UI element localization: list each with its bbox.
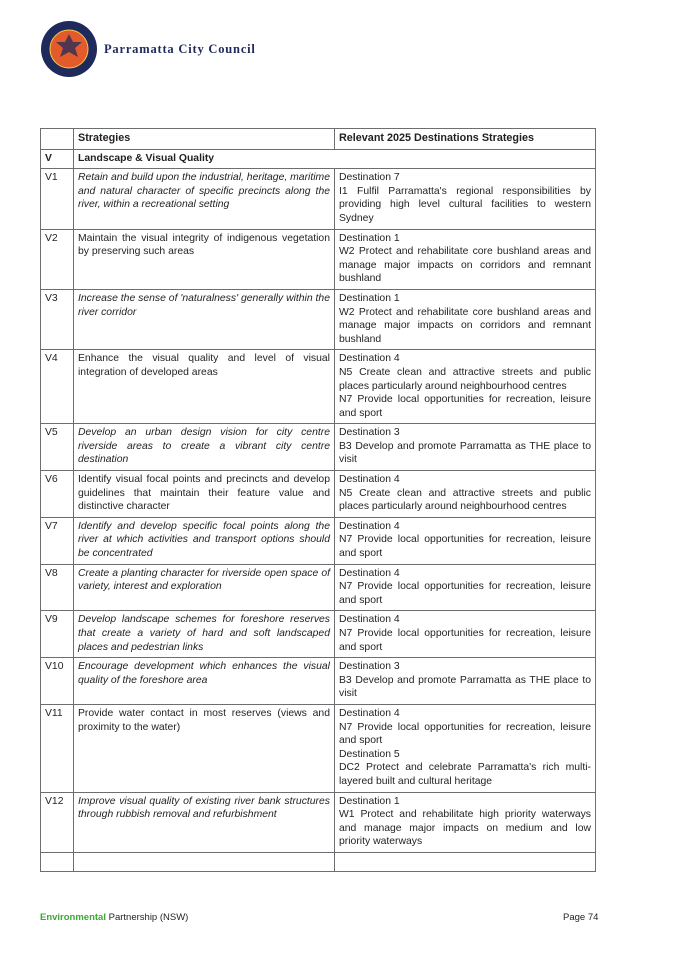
row-code: V3	[41, 289, 74, 349]
council-name: Parramatta City Council	[104, 42, 256, 56]
destination-line: Destination 1	[339, 795, 400, 807]
section-title: Landscape & Visual Quality	[74, 149, 596, 169]
row-strategy: Maintain the visual integrity of indigenous vegetation by preserving such areas	[74, 229, 335, 289]
row-strategy: Create a planting character for riverside open space of variety, interest and exploration	[74, 564, 335, 611]
table-row	[41, 229, 596, 289]
destination-line: N7 Provide local opportunities for recreation, leisure and sport	[339, 394, 591, 419]
row-destinations	[335, 704, 596, 792]
row-strategy: Develop landscape schemes for foreshore reserves that create a variety of hard and soft landscaped places and pedestrian links	[74, 611, 335, 658]
destination-line: N7 Provide local opportunities for recreation, leisure and sport	[339, 534, 591, 560]
destination-line: W2 Protect and rehabilitate core bushland areas and manage major impacts on corridors and remnant bushland	[339, 306, 591, 345]
row-destinations	[335, 471, 596, 518]
row-code: V4	[41, 350, 74, 424]
column-header-destinations: Relevant 2025 Destinations Strategies	[335, 129, 596, 150]
footer-organisation	[40, 912, 188, 923]
row-strategy: Improve visual quality of existing river bank structures through rubbish removal and refurbishment	[74, 792, 335, 852]
destination-line: W2 Protect and rehabilitate core bushland areas and manage major impacts on corridors and remnant bushland	[339, 246, 591, 285]
row-code: V10	[41, 658, 74, 705]
table-row	[41, 289, 596, 349]
row-destinations	[335, 289, 596, 349]
table-row	[41, 564, 596, 611]
destination-line: Destination 4	[339, 353, 400, 365]
destination-line: Destination 4	[339, 707, 400, 719]
row-destinations	[335, 517, 596, 564]
row-code: V9	[41, 611, 74, 658]
table-row	[41, 424, 596, 471]
destination-line: Destination 3	[339, 427, 400, 439]
destination-line: Destination 1	[339, 292, 400, 304]
row-code: V7	[41, 517, 74, 564]
destination-line: N7 Provide local opportunities for recreation, leisure and sport	[339, 628, 591, 653]
row-strategy: Provide water contact in most reserves (views and proximity to the water)	[74, 704, 335, 792]
row-destinations	[335, 792, 596, 852]
row-strategy: Retain and build upon the industrial, heritage, maritime and natural character of specific precincts along the river, within a recreational setting	[74, 169, 335, 229]
row-destinations	[335, 229, 596, 289]
destination-line: N5 Create clean and attractive streets and public places particularly around neighbourhood centres	[339, 487, 591, 513]
row-destinations	[335, 611, 596, 658]
table-row	[41, 611, 596, 658]
row-destinations	[335, 169, 596, 229]
destination-line: Destination 3	[339, 661, 400, 673]
page-header	[40, 20, 320, 80]
council-logo-icon	[40, 20, 98, 78]
row-code: V11	[41, 704, 74, 792]
destination-line: Destination 4	[339, 520, 400, 532]
column-header-strategies: Strategies	[74, 129, 335, 150]
row-code: V5	[41, 424, 74, 471]
row-code: V12	[41, 792, 74, 852]
table-row	[41, 704, 596, 792]
row-code: V8	[41, 564, 74, 611]
row-code: V1	[41, 169, 74, 229]
empty-cell	[41, 852, 74, 871]
section-code: V	[41, 149, 74, 169]
section-row	[41, 149, 596, 169]
row-destinations	[335, 424, 596, 471]
footer-page-number: Page 74	[563, 912, 599, 923]
row-strategy: Identify and develop specific focal points along the river at which activities and transport options should be concentrated	[74, 517, 335, 564]
table-row	[41, 471, 596, 518]
destination-line: Destination 1	[339, 232, 400, 244]
row-destinations	[335, 564, 596, 611]
table-row	[41, 350, 596, 424]
row-code: V6	[41, 471, 74, 518]
row-strategy: Enhance the visual quality and level of visual integration of developed areas	[74, 350, 335, 424]
destination-line: N5 Create clean and attractive streets and public places particularly around neighbourhood centres	[339, 366, 591, 392]
destination-line: Destination 5	[339, 748, 400, 760]
column-header-code	[41, 129, 74, 150]
destination-line: W1 Protect and rehabilitate high priority waterways and manage major impacts on medium and low priority waterways	[339, 809, 591, 848]
table-row	[41, 658, 596, 705]
destination-line: Destination 4	[339, 474, 400, 486]
destination-line: Destination 4	[339, 567, 400, 579]
row-strategy: Encourage development which enhances the visual quality of the foreshore area	[74, 658, 335, 705]
empty-cell	[74, 852, 335, 871]
table-row	[41, 169, 596, 229]
table-header-row	[41, 129, 596, 150]
destination-line: I1 Fulfil Parramatta's regional responsibilities by providing high level cultural facilities to western Sydney	[339, 185, 591, 224]
destination-line: Destination 4	[339, 614, 400, 626]
footer-org-rest: Partnership (NSW)	[106, 912, 189, 923]
footer-org-highlight: Environmental	[40, 912, 106, 923]
destination-line: B3 Develop and promote Parramatta as THE place to visit	[339, 674, 591, 700]
table-row	[41, 792, 596, 852]
row-strategy: Identify visual focal points and precincts and develop guidelines that maintain their feature value and distinctive character	[74, 471, 335, 518]
row-strategy: Develop an urban design vision for city centre riverside areas to create a vibrant city centre destination	[74, 424, 335, 471]
table-row	[41, 517, 596, 564]
row-code: V2	[41, 229, 74, 289]
empty-cell	[335, 852, 596, 871]
strategies-table	[40, 128, 596, 872]
destination-line: N7 Provide local opportunities for recreation, leisure and sport	[339, 721, 591, 747]
row-strategy: Increase the sense of 'naturalness' generally within the river corridor	[74, 289, 335, 349]
row-destinations	[335, 658, 596, 705]
destination-line: Destination 7	[339, 172, 400, 184]
destination-line: B3 Develop and promote Parramatta as THE place to visit	[339, 440, 591, 466]
row-destinations	[335, 350, 596, 424]
destination-line: N7 Provide local opportunities for recreation, leisure and sport	[339, 581, 591, 606]
empty-row	[41, 852, 596, 871]
destination-line: DC2 Protect and celebrate Parramatta's rich multi-layered built and cultural heritage	[339, 762, 591, 787]
